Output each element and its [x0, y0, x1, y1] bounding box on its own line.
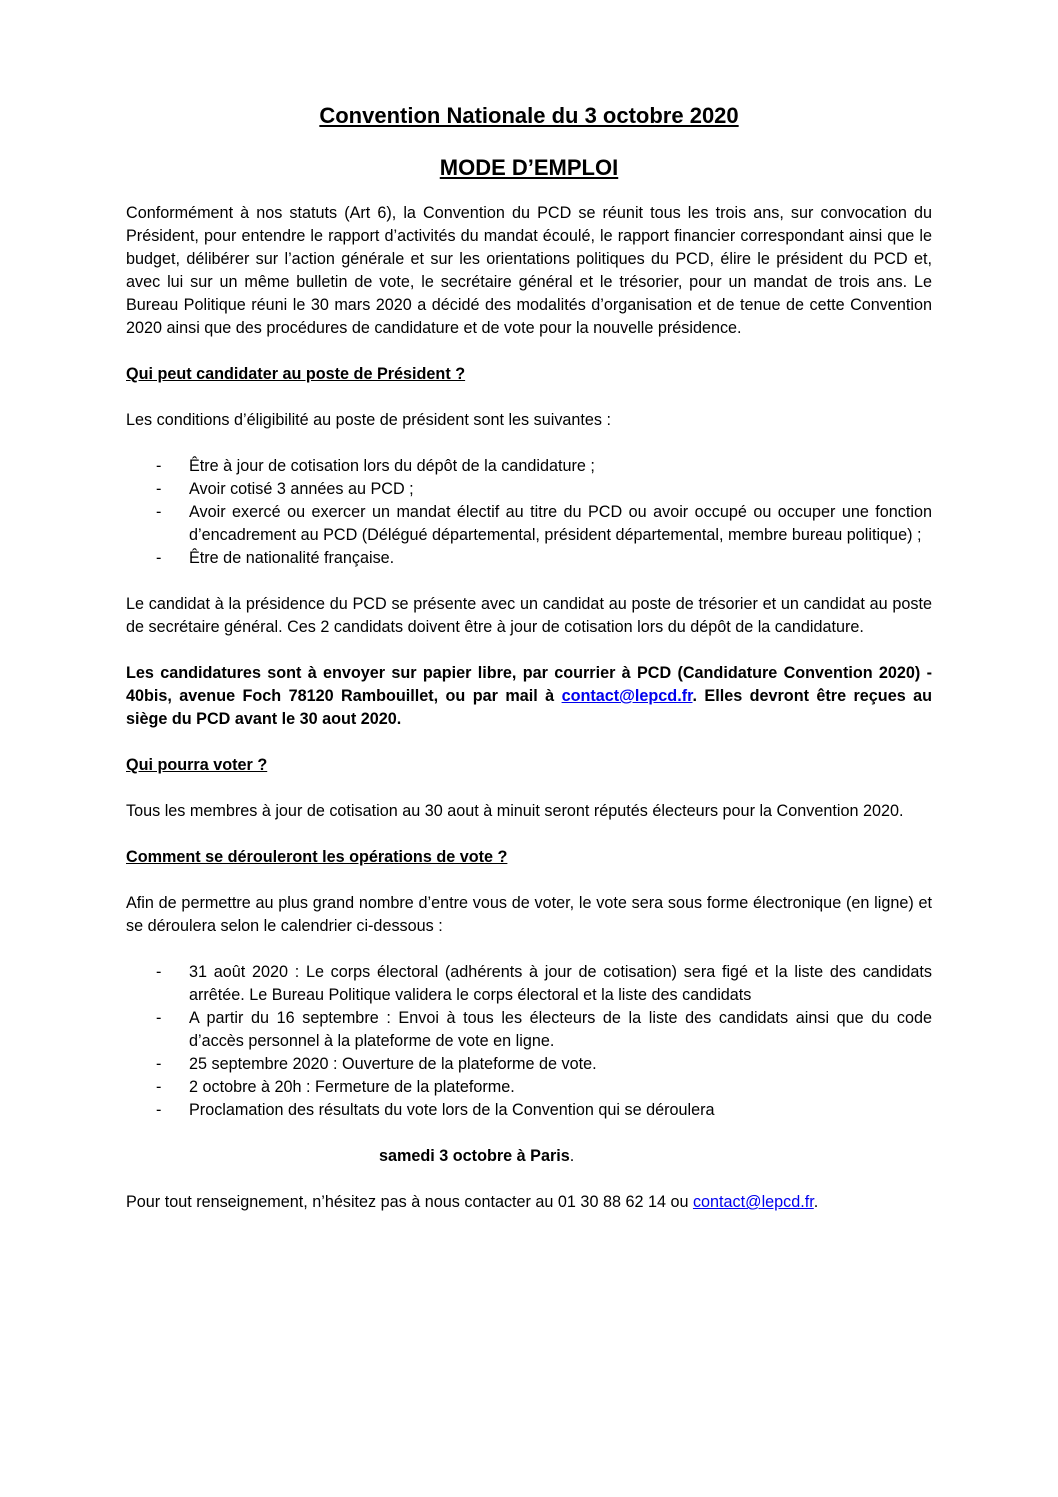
dash-marker: - [156, 963, 162, 981]
voters-paragraph: Tous les membres à jour de cotisation au 30 aout à minuit seront réputés électeurs pour la Convention 2020. [126, 802, 904, 820]
dash-marker: - [156, 457, 162, 475]
section-heading-candidature: Qui peut candidater au poste de Président ? [126, 365, 466, 383]
list-item: - Avoir cotisé 3 années au PCD ; [126, 478, 932, 501]
running-mates-paragraph: Le candidat à la présidence du PCD se présente avec un candidat au poste de trésorier et un candidat au poste de secrétaire général. Ces 2 candidats doivent être à jour de cotisation lors du dépôt de la candidature. [126, 595, 932, 636]
list-item: - 31 août 2020 : Le corps électoral (adhérents à jour de cotisation) sera figé et la liste des candidats arrêtée. Le Bureau Politique validera le corps électoral et la liste des candidats [156, 963, 932, 1004]
list-item: - Avoir exercé ou exercer un mandat électif au titre du PCD ou avoir occupé ou occuper une fonction d’encadrement au PCD (Délégué départemental, président départemental, membre bureau politique) ; [156, 503, 932, 544]
dash-marker: - [156, 480, 162, 498]
list-item: - 25 septembre 2020 : Ouverture de la plateforme de vote. [126, 1053, 932, 1076]
contact-paragraph: Pour tout renseignement, n’hésitez pas à nous contacter au 01 30 88 62 14 ou contact@lepcd.fr. [126, 1193, 819, 1211]
document-body [126, 202, 932, 1214]
email-link[interactable]: contact@lepcd.fr [561, 687, 693, 705]
dash-marker: - [156, 503, 162, 521]
eligibility-lead: Les conditions d’éligibilité au poste de président sont les suivantes : [126, 411, 612, 429]
page-title: Convention Nationale du 3 octobre 2020 [319, 103, 739, 128]
convention-date-line: samedi 3 octobre à Paris. [379, 1147, 575, 1165]
section-heading-voters: Qui pourra voter ? [126, 756, 268, 774]
page-subtitle: MODE D’EMPLOI [439, 155, 619, 180]
list-item: - Être de nationalité française. [126, 547, 932, 570]
list-item: - Être à jour de cotisation lors du dépôt de la candidature ; [126, 455, 932, 478]
vote-lead: Afin de permettre au plus grand nombre d’entre vous de voter, le vote sera sous forme électronique (en ligne) et se déroulera selon le calendrier ci-dessous : [126, 894, 932, 935]
dash-marker: - [156, 549, 162, 567]
intro-paragraph: Conformément à nos statuts (Art 6), la Convention du PCD se réunit tous les trois ans, sur convocation du Président, pour entendre le rapport d’activités du mandat écoulé, le rapport financier correspondant ainsi que le budget, délibérer sur l’action générale et sur les orientations politiques du PCD, élire le président du PCD et, avec lui sur un même bulletin de vote, le secrétaire général et le trésorier, pour un mandat de trois ans. Le Bureau Politique réuni le 30 mars 2020 a décidé des modalités d’organisation et de tenue de cette Convention 2020 ainsi que des procédures de candidature et de vote pour la nouvelle présidence. [126, 204, 932, 337]
dash-marker: - [156, 1009, 162, 1027]
dash-marker: - [156, 1055, 162, 1073]
eligibility-list [126, 455, 932, 570]
section-heading-vote-operations: Comment se dérouleront les opérations de vote ? [126, 848, 508, 866]
submission-paragraph: Les candidatures sont à envoyer sur papier libre, par courrier à PCD (Candidature Convention 2020) - 40bis, avenue Foch 78120 Rambouillet, ou par mail à contact@lepcd.fr. Elles devront être reçues au siège du PCD avant le 30 aout 2020. [126, 664, 932, 728]
dash-marker: - [156, 1101, 162, 1119]
list-item: - A partir du 16 septembre : Envoi à tous les électeurs de la liste des candidats ainsi que du code d’accès personnel à la plateforme de vote en ligne. [156, 1009, 932, 1050]
contact-email-link[interactable]: contact@lepcd.fr [692, 1193, 814, 1211]
list-item: - 2 octobre à 20h : Fermeture de la plateforme. [126, 1076, 932, 1099]
calendar-list [126, 961, 932, 1122]
dash-marker: - [156, 1078, 162, 1096]
list-item: - Proclamation des résultats du vote lors de la Convention qui se déroulera [126, 1099, 932, 1122]
